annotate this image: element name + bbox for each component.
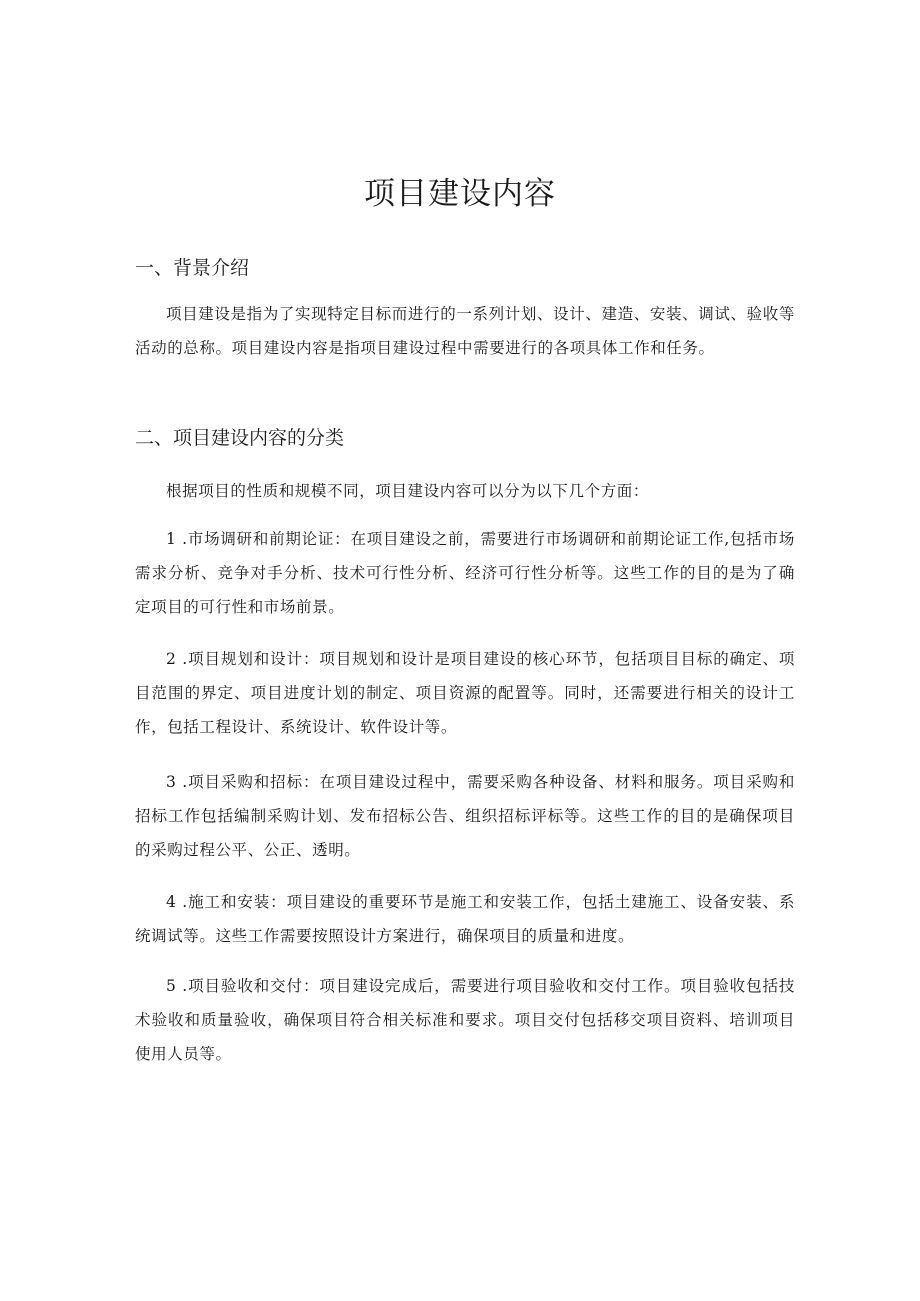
section-heading-classification: 二、项目建设内容的分类 [135,427,345,449]
page-title: 项目建设内容 [364,176,556,212]
list-item-market-research: 1 .市场调研和前期论证：在项目建设之前，需要进行市场调研和前期论证工作,包括市场需求分析、竞争对手分析、技术可行性分析、经济可行性分析等。这些工作的目的是为了确定项目的可行性和市场前景。 [135,530,795,616]
section-heading-background: 一、背景介绍 [135,257,250,279]
list-item-planning-design: 2 .项目规划和设计：项目规划和设计是项目建设的核心环节，包括项目目标的确定、项目范围的界定、项目进度计划的制定、项目资源的配置等。同时，还需要进行相关的设计工作，包括工程设计、系统设计、软件设计等。 [135,650,795,736]
list-item-procurement-bidding: 3 .项目采购和招标：在项目建设过程中，需要采购各种设备、材料和服务。项目采购和招标工作包括编制采购计划、发布招标公告、组织招标评标等。这些工作的目的是确保项目的采购过程公平、公正、透明。 [135,773,795,859]
paragraph-classification-intro: 根据项目的性质和规模不同，项目建设内容可以分为以下几个方面： [166,482,650,500]
paragraph-background-intro: 项目建设是指为了实现特定目标而进行的一系列计划、设计、建造、安装、调试、验收等活动的总称。项目建设内容是指项目建设过程中需要进行的各项具体工作和任务。 [135,305,795,357]
list-item-acceptance-delivery: 5 .项目验收和交付：项目建设完成后，需要进行项目验收和交付工作。项目验收包括技术验收和质量验收，确保项目符合相关标准和要求。项目交付包括移交项目资料、培训项目使用人员等。 [135,977,795,1063]
list-item-construction-installation: 4 .施工和安装：项目建设的重要环节是施工和安装工作，包括土建施工、设备安装、系统调试等。这些工作需要按照设计方案进行，确保项目的质量和进度。 [135,893,795,945]
